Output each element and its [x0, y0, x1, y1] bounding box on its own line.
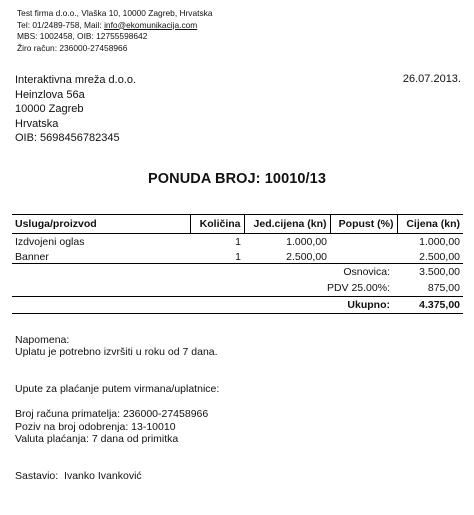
remark-text: Uplatu je potrebno izvršiti u roku od 7 dana. [15, 346, 218, 359]
payment-reference: Poziv na broj odobrenja: 13-10010 [15, 420, 176, 433]
recipient-name: Interaktivna mreža d.o.o. [15, 74, 137, 86]
document-date: 26.07.2013. [402, 73, 461, 85]
total-value: 4.375,00 [419, 299, 460, 311]
cell-product: Izdvojeni oglas [15, 235, 85, 248]
summary-vat-row [12, 280, 463, 296]
header-unit-price: Jed.cijena (kn) [244, 215, 330, 234]
payment-title: Upute za plaćanje putem virmana/uplatnice: [15, 382, 220, 395]
sender-phone: Tel: 01/2489-758, Mail: [17, 19, 105, 30]
author-line: Sastavio: Ivanko Ivanković [15, 470, 142, 483]
summary-base-row [12, 263, 463, 280]
cell-product: Banner [15, 251, 49, 264]
sender-mbs-oib: MBS: 1002458, OIB: 12755598642 [17, 31, 148, 42]
sender-block [17, 8, 213, 54]
sender-account: Žiro račun: 236000-27458966 [17, 42, 128, 53]
cell-unit-price: 2.500,00 [286, 251, 327, 264]
summary-total-row [12, 296, 463, 314]
vat-value: 875,00 [427, 282, 460, 294]
items-table [12, 214, 463, 265]
cell-quantity: 1 [235, 235, 241, 248]
cell-price: 2.500,00 [419, 251, 460, 264]
cell-quantity: 1 [235, 251, 241, 264]
header-product: Usluga/proizvod [12, 215, 190, 234]
cell-price: 1.000,00 [419, 235, 460, 248]
header-price: Cijena (kn) [397, 215, 463, 234]
table-header-row [12, 215, 463, 234]
total-label: Ukupno: [347, 299, 390, 311]
sender-email-link[interactable]: info@ekomunikacija.com [104, 19, 198, 30]
sender-address: Test firma d.o.o., Vlaška 10, 10000 Zagreb, Hrvatska [17, 8, 213, 18]
payment-account: Broj računa primatelja: 236000-27458966 [15, 408, 209, 421]
remark-title: Napomena: [15, 334, 70, 346]
table-row [12, 234, 463, 250]
cell-discount [330, 234, 397, 250]
recipient-block [15, 73, 136, 146]
sender-contact [17, 20, 213, 32]
cell-unit-price: 1.000,00 [286, 235, 327, 248]
base-value: 3.500,00 [419, 266, 460, 278]
recipient-street: Heinzlova 56a [15, 88, 85, 101]
header-quantity: Količina [190, 215, 244, 234]
recipient-oib: OIB: 5698456782345 [15, 132, 120, 145]
payment-due: Valuta plaćanja: 7 dana od primitka [15, 433, 179, 446]
vat-label: PDV 25.00%: [326, 282, 390, 294]
header-discount: Popust (%) [330, 215, 397, 234]
base-label: Osnovica: [343, 266, 390, 278]
recipient-country: Hrvatska [15, 117, 59, 130]
summary-block [12, 263, 463, 314]
offer-title: PONUDA BROJ: 10010/13 [147, 171, 327, 187]
recipient-city: 10000 Zagreb [15, 103, 84, 116]
notes-block [15, 334, 219, 483]
